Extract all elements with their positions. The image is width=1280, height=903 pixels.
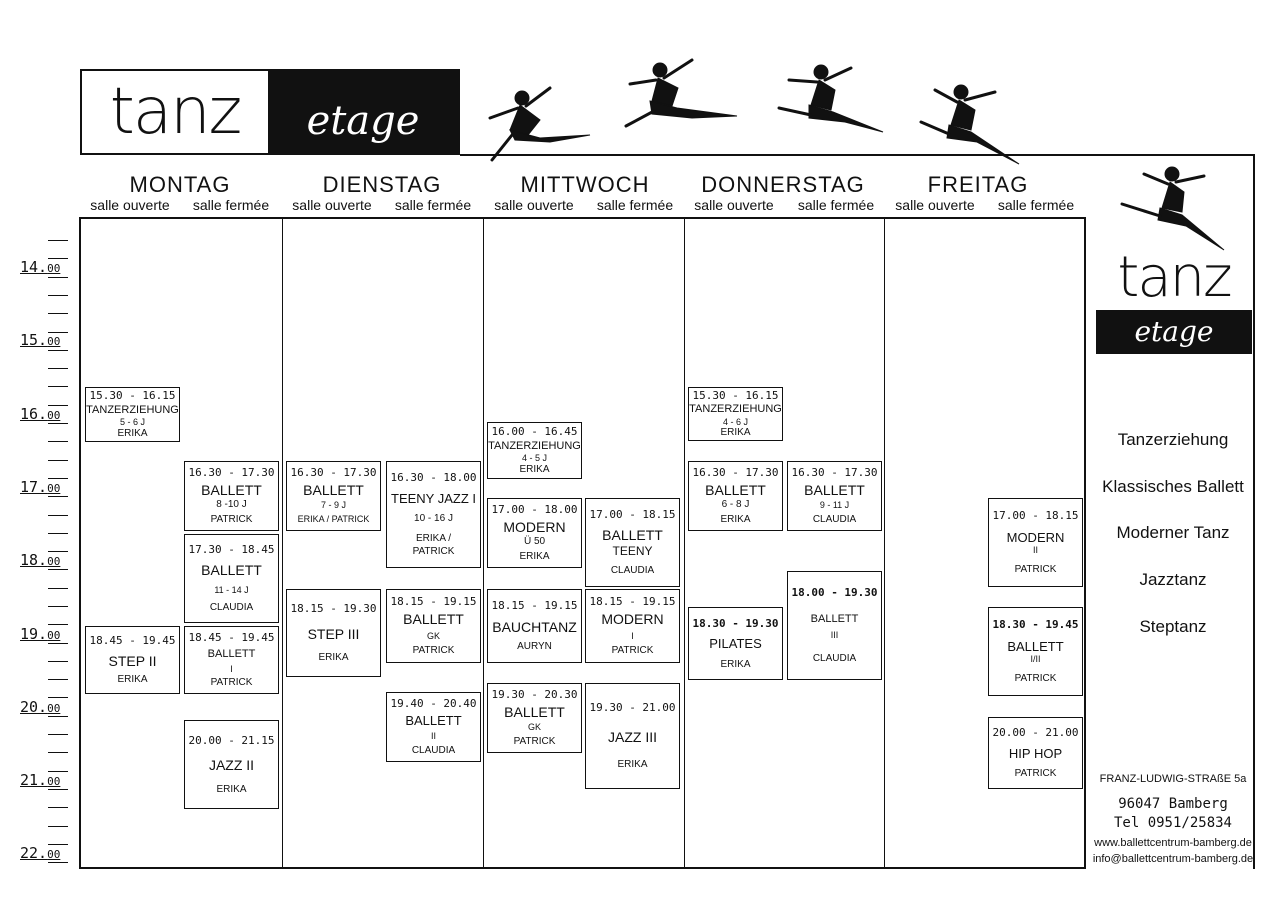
class-name: MODERN — [601, 611, 664, 628]
class-time: 16.30 - 18.00 — [390, 471, 477, 485]
hour-label — [20, 551, 60, 569]
class-age: 8 -10 J — [216, 499, 247, 511]
time-tick — [48, 588, 68, 589]
class-teacher: PATRICK — [210, 677, 253, 688]
category-label: Klassisches Ballett — [1102, 477, 1244, 496]
class-name: BALLETT — [810, 613, 859, 626]
dancer-icon — [775, 60, 887, 140]
class-time: 19.40 - 20.40 — [390, 697, 477, 711]
class-teacher: CLAUDIA — [812, 513, 857, 525]
time-tick — [48, 460, 68, 461]
class-box — [487, 683, 582, 753]
salle-ouverte-label: salle ouverte — [292, 197, 372, 213]
class-level: GK — [527, 722, 541, 733]
class-teacher: ERIKA — [117, 427, 148, 439]
class-level: II — [1032, 545, 1038, 556]
class-teacher: PATRICK — [1014, 767, 1057, 779]
class-box — [487, 589, 582, 663]
class-box — [585, 498, 680, 587]
class-box — [184, 461, 279, 531]
class-box — [688, 461, 783, 531]
time-tick — [48, 752, 68, 753]
time-tick — [48, 368, 68, 369]
salle-fermee-label: salle fermée — [192, 197, 270, 213]
email-link[interactable]: info@ballettcentrum-bamberg.de — [1092, 853, 1254, 865]
time-tick — [48, 569, 68, 570]
class-name: BALLETT — [303, 481, 364, 498]
class-teacher: PATRICK — [611, 644, 654, 656]
minute-value: 00 — [47, 702, 61, 715]
class-time: 16.00 - 16.45 — [491, 424, 578, 438]
class-teacher: CLAUDIA — [411, 744, 456, 756]
class-time: 17.00 - 18.15 — [992, 508, 1079, 522]
class-name: TANZERZIEHUNG — [488, 439, 581, 452]
time-tick — [48, 277, 68, 278]
time-tick — [48, 515, 68, 516]
logo-word-tanz: tanz — [109, 75, 241, 149]
class-box — [184, 534, 279, 623]
class-teacher: AURYN — [517, 641, 552, 653]
dancer-icon — [622, 56, 742, 136]
time-tick — [48, 862, 68, 863]
class-teacher: PATRICK — [1014, 564, 1057, 576]
time-tick — [48, 606, 68, 607]
time-tick — [48, 386, 68, 387]
class-age: 4 - 5 J — [521, 453, 547, 464]
class-time: 20.00 - 21.15 — [188, 733, 275, 747]
class-teacher: ERIKA — [519, 550, 550, 562]
class-time: 20.00 - 21.00 — [992, 726, 1079, 740]
minute-value: 00 — [47, 629, 61, 642]
day-divider — [884, 217, 885, 869]
sidebar-right-line — [1253, 154, 1255, 869]
time-tick — [48, 643, 68, 644]
minute-value: 00 — [47, 335, 61, 348]
day-header-dienstag: DIENSTAG — [322, 172, 442, 197]
class-level: GK — [426, 630, 440, 641]
salle-fermee-label: salle fermée — [797, 197, 875, 213]
time-tick — [48, 496, 68, 497]
class-box — [386, 461, 481, 568]
day-header-montag: MONTAG — [129, 172, 231, 197]
class-age: 6 - 8 J — [721, 499, 750, 511]
minute-value: 00 — [47, 262, 61, 275]
salle-fermee-label: salle fermée — [394, 197, 472, 213]
class-time: 18.15 - 19.15 — [589, 595, 676, 609]
hour-value: 21. — [20, 771, 48, 789]
class-name: BALLETT — [405, 712, 462, 728]
category-label: Tanzerziehung — [1117, 430, 1229, 449]
class-box — [988, 717, 1083, 789]
class-teacher: CLAUDIA — [812, 652, 857, 664]
class-age: 11 - 14 J — [214, 584, 249, 595]
class-name: BALLETT — [602, 527, 663, 544]
day-divider — [282, 217, 283, 869]
minute-value: 00 — [47, 409, 61, 422]
class-teacher: ERIKA — [216, 783, 247, 795]
class-teacher: ERIKA / PATRICK — [297, 513, 370, 524]
class-name: TANZERZIEHUNG — [689, 403, 782, 416]
hour-value: 20. — [20, 698, 48, 716]
time-tick — [48, 441, 68, 442]
class-time: 18.30 - 19.30 — [692, 616, 779, 630]
class-age: 10 - 16 J — [414, 513, 453, 525]
class-time: 18.15 - 19.30 — [290, 602, 377, 616]
salle-ouverte-label: salle ouverte — [90, 197, 170, 213]
time-tick — [48, 716, 68, 717]
class-box — [286, 589, 381, 677]
class-name: TANZERZIEHUNG — [86, 403, 179, 416]
day-header-mittwoch: MITTWOCH — [520, 172, 650, 197]
class-age: 9 - 11 J — [819, 500, 850, 511]
class-box — [688, 607, 783, 680]
class-name: STEP II — [108, 652, 157, 669]
class-name: TEENY JAZZ I — [391, 491, 476, 507]
sidebar-top-line — [1085, 154, 1254, 155]
time-tick — [48, 734, 68, 735]
class-box — [184, 720, 279, 809]
class-age: 7 - 9 J — [320, 500, 346, 511]
salle-ouverte-label: salle ouverte — [895, 197, 975, 213]
class-box — [85, 387, 180, 442]
class-name: MODERN — [1006, 529, 1065, 545]
class-name: BALLETT — [705, 481, 766, 498]
class-box — [787, 461, 882, 531]
class-level: TEENY — [612, 543, 653, 558]
logo-word-etage: etage — [268, 71, 458, 153]
class-teacher: ERIKA — [617, 759, 648, 771]
address-street: FRANZ-LUDWIG-STRAßE 5a — [1099, 773, 1247, 785]
hour-label — [20, 844, 60, 862]
class-time: 15.30 - 16.15 — [692, 389, 779, 403]
class-name: PILATES — [709, 636, 762, 651]
hour-value: 14. — [20, 258, 48, 276]
salle-ouverte-label: salle ouverte — [694, 197, 774, 213]
class-teacher: PATRICK — [1014, 673, 1057, 685]
time-tick — [48, 661, 68, 662]
class-time: 17.30 - 18.45 — [188, 543, 275, 557]
salle-fermee-label: salle fermée — [596, 197, 674, 213]
class-time: 18.00 - 19.30 — [791, 586, 878, 600]
minute-value: 00 — [47, 555, 61, 568]
hour-value: 15. — [20, 331, 48, 349]
time-tick — [48, 350, 68, 351]
class-teacher: PATRICK — [210, 513, 253, 525]
class-time: 18.30 - 19.45 — [992, 617, 1079, 631]
website-link[interactable]: www.ballettcentrum-bamberg.de — [1094, 837, 1252, 849]
day-header-donnerstag: DONNERSTAG — [701, 172, 865, 197]
class-teacher: ERIKA — [318, 651, 349, 663]
class-teacher: PATRICK — [412, 644, 455, 656]
salle-ouverte-label: salle ouverte — [494, 197, 574, 213]
time-tick — [48, 295, 68, 296]
time-tick — [48, 423, 68, 424]
hour-label — [20, 331, 60, 349]
sidebar-logo-etage: etage — [1096, 310, 1252, 354]
class-time: 18.15 - 19.15 — [390, 595, 477, 609]
class-time: 16.30 - 17.30 — [188, 466, 275, 480]
class-time: 16.30 - 17.30 — [791, 466, 878, 480]
class-teacher: ERIKA — [720, 513, 751, 525]
class-name: JAZZ II — [208, 757, 255, 773]
time-tick — [48, 807, 68, 808]
class-name: BALLETT — [504, 703, 565, 720]
class-time: 17.00 - 18.15 — [589, 507, 676, 521]
class-time: 16.30 - 17.30 — [692, 466, 779, 480]
class-box — [688, 387, 783, 441]
class-box — [386, 589, 481, 663]
hour-value: 19. — [20, 625, 48, 643]
class-level: I — [230, 664, 233, 674]
time-tick — [48, 826, 68, 827]
class-time: 16.30 - 17.30 — [290, 466, 377, 480]
salle-fermee-label: salle fermée — [997, 197, 1075, 213]
class-age: Ü 50 — [523, 536, 546, 548]
hour-value: 16. — [20, 405, 48, 423]
class-box — [386, 692, 481, 762]
hour-label — [20, 478, 60, 496]
phone-number: Tel 0951/25834 — [1113, 815, 1232, 831]
day-divider — [684, 217, 685, 869]
class-name: BAUCHTANZ — [492, 618, 577, 635]
class-level: I/II — [1030, 654, 1041, 665]
sidebar-logo — [1096, 156, 1252, 356]
class-time: 18.45 - 19.45 — [188, 631, 275, 644]
class-name: BALLETT — [403, 611, 464, 628]
minute-value: 00 — [47, 848, 61, 861]
class-teacher: PATRICK — [513, 735, 556, 747]
hour-label — [20, 698, 60, 716]
class-level: I — [631, 630, 634, 641]
class-teacher: CLAUDIA — [209, 601, 254, 613]
class-age: 5 - 6 J — [119, 417, 145, 428]
hour-label — [20, 625, 60, 643]
class-name: HIP HOP — [1008, 745, 1063, 761]
class-box — [487, 422, 582, 479]
hour-label — [20, 258, 60, 276]
hour-label — [20, 771, 60, 789]
class-time: 18.15 - 19.15 — [491, 598, 578, 612]
class-box — [585, 589, 680, 663]
class-time: 17.00 - 18.00 — [491, 503, 578, 517]
time-tick — [48, 789, 68, 790]
class-box — [585, 683, 680, 789]
minute-value: 00 — [47, 775, 61, 788]
class-box — [787, 571, 882, 680]
category-label: Moderner Tanz — [1116, 523, 1230, 542]
class-box — [184, 626, 279, 694]
class-name: BALLETT — [201, 562, 262, 579]
class-teacher: ERIKA — [519, 464, 550, 476]
category-label: Steptanz — [1139, 617, 1207, 636]
class-name: BALLETT — [804, 481, 865, 498]
hour-label — [20, 405, 60, 423]
class-teacher: ERIKA / — [415, 532, 451, 544]
class-name: MODERN — [503, 518, 566, 535]
class-name: STEP III — [307, 625, 360, 642]
class-teacher: ERIKA — [117, 673, 148, 685]
hour-value: 22. — [20, 844, 48, 862]
brand-logo — [80, 69, 460, 155]
class-name: BALLETT — [1007, 638, 1064, 654]
category-label: Jazztanz — [1139, 570, 1207, 589]
class-name: JAZZ III — [608, 728, 657, 745]
dancer-icon — [1118, 160, 1228, 252]
class-time: 18.45 - 19.45 — [89, 634, 176, 648]
class-box — [85, 626, 180, 694]
time-tick — [48, 533, 68, 534]
class-age: 4 - 6 J — [722, 416, 748, 427]
day-header-freitag: FREITAG — [927, 172, 1029, 197]
class-name: BALLETT — [207, 648, 256, 660]
class-teacher: CLAUDIA — [610, 565, 655, 577]
minute-value: 00 — [47, 482, 61, 495]
hour-value: 18. — [20, 551, 48, 569]
class-time: 15.30 - 16.15 — [89, 389, 176, 403]
dancer-icon — [480, 80, 595, 165]
class-box — [988, 607, 1083, 696]
class-level: III — [830, 629, 839, 640]
day-divider — [483, 217, 484, 869]
class-teacher: ERIKA — [720, 658, 751, 670]
hour-value: 17. — [20, 478, 48, 496]
time-tick — [48, 240, 68, 241]
class-time: 19.30 - 21.00 — [589, 700, 676, 714]
class-box — [286, 461, 381, 531]
time-tick — [48, 679, 68, 680]
class-box — [487, 498, 582, 568]
class-name: BALLETT — [201, 481, 262, 498]
class-time: 19.30 - 20.30 — [491, 688, 578, 702]
address-city: 96047 Bamberg — [1118, 796, 1228, 812]
class-box — [988, 498, 1083, 587]
class-level: II — [430, 731, 436, 742]
class-teacher: ERIKA — [720, 426, 751, 438]
time-tick — [48, 313, 68, 314]
class-teacher: PATRICK — [412, 545, 455, 557]
sidebar-logo-tanz: tanz — [1117, 245, 1231, 310]
